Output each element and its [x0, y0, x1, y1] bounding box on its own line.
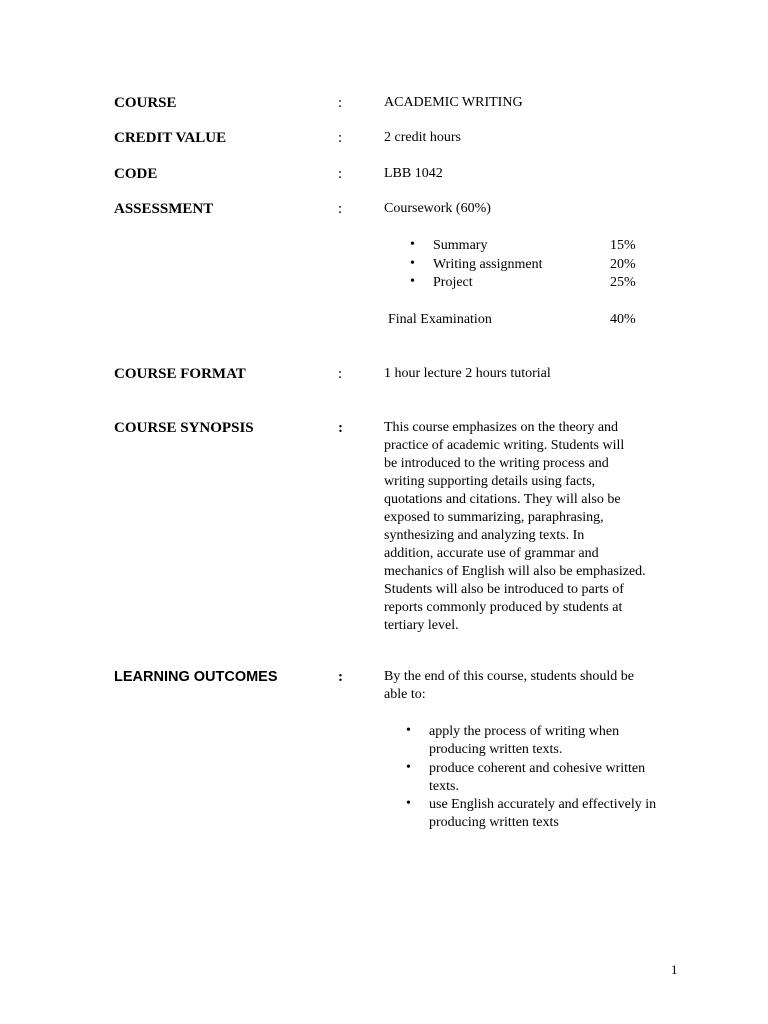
bullet-icon: • [410, 274, 415, 289]
synopsis-line: addition, accurate use of grammar and [384, 546, 599, 561]
assessment-item-name: Summary [433, 238, 488, 253]
outcome-line: apply the process of writing when [429, 724, 620, 739]
synopsis-line: be introduced to the writing process and [384, 456, 609, 471]
assessment-colon: : [338, 201, 343, 217]
synopsis-line: mechanics of English will also be emphasized. [384, 564, 646, 579]
outcome-line: texts. [429, 779, 459, 794]
format-colon: : [338, 366, 343, 382]
credit-label: CREDIT VALUE [114, 130, 227, 146]
synopsis-line: synthesizing and analyzing texts. In [384, 528, 585, 543]
page-number: 1 [671, 962, 678, 977]
outcomes-label: LEARNING OUTCOMES [114, 669, 278, 685]
outcome-line: produce coherent and cohesive written [429, 761, 646, 776]
course-label: COURSE [114, 95, 177, 111]
course-colon: : [338, 95, 343, 111]
outcomes-intro-line: By the end of this course, students should be [384, 669, 635, 684]
assessment-label: ASSESSMENT [114, 201, 214, 217]
synopsis-line: This course emphasizes on the theory and [384, 420, 619, 435]
outcome-line: producing written texts [429, 815, 559, 830]
synopsis-line: exposed to summarizing, paraphrasing, [384, 510, 604, 525]
assessment-value: Coursework (60%) [384, 201, 491, 216]
credit-value: 2 credit hours [384, 130, 461, 145]
synopsis-label: COURSE SYNOPSIS [114, 420, 254, 436]
credit-colon: : [338, 130, 343, 146]
assessment-item-name: Project [433, 275, 473, 290]
outcome-line: use English accurately and effectively in [429, 797, 657, 812]
assessment-item-percent: 15% [610, 238, 636, 253]
code-label: CODE [114, 166, 158, 182]
synopsis-colon: : [338, 420, 343, 436]
bullet-icon: • [410, 237, 415, 252]
outcomes-intro-line: able to: [384, 687, 426, 702]
synopsis-line: reports commonly produced by students at [384, 600, 623, 615]
format-label: COURSE FORMAT [114, 366, 246, 382]
final-exam-name: Final Examination [388, 312, 492, 327]
assessment-item-percent: 25% [610, 275, 636, 290]
synopsis-text [384, 419, 684, 635]
course-value: ACADEMIC WRITING [384, 95, 523, 110]
outcome-line: producing written texts. [429, 742, 563, 757]
bullet-icon: • [406, 723, 411, 738]
synopsis-line: writing supporting details using facts, [384, 474, 596, 489]
assessment-item-name: Writing assignment [433, 257, 543, 272]
synopsis-line: quotations and citations. They will also be [384, 492, 621, 507]
format-value: 1 hour lecture 2 hours tutorial [384, 366, 551, 381]
bullet-icon: • [406, 760, 411, 775]
bullet-icon: • [410, 256, 415, 271]
code-colon: : [338, 166, 343, 182]
synopsis-line: practice of academic writing. Students will [384, 438, 625, 453]
synopsis-line: Students will also be introduced to parts of [384, 582, 624, 597]
assessment-item-percent: 20% [610, 257, 636, 272]
final-exam-percent: 40% [610, 312, 636, 327]
synopsis-line: tertiary level. [384, 618, 459, 633]
outcomes-colon: : [338, 669, 343, 685]
outcomes-intro [384, 668, 684, 704]
bullet-icon: • [406, 796, 411, 811]
code-value: LBB 1042 [384, 166, 443, 181]
